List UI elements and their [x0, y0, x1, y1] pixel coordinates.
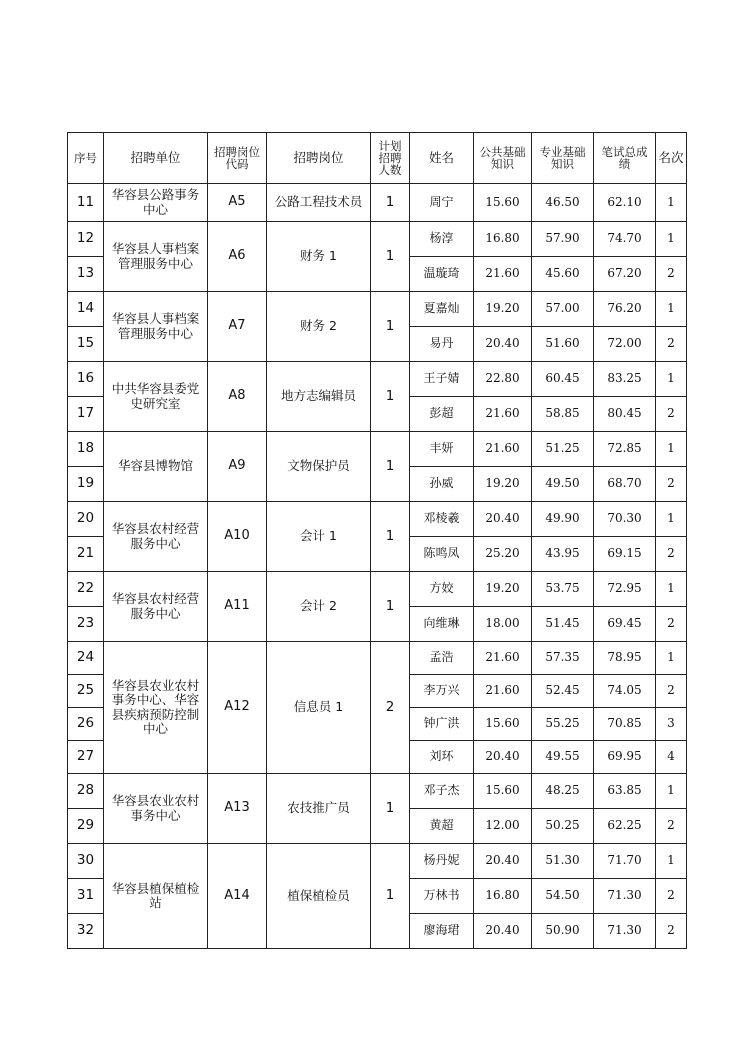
cell-total: 74.70 [594, 222, 656, 257]
cell-plan: 1 [371, 432, 410, 502]
cell-unit: 华容县农村经营服务中心 [104, 572, 208, 642]
cell-seq: 26 [68, 708, 104, 741]
cell-unit: 华容县人事档案管理服务中心 [104, 222, 208, 292]
cell-total: 76.20 [594, 292, 656, 327]
cell-total: 68.70 [594, 467, 656, 502]
cell-plan: 1 [371, 292, 410, 362]
cell-name: 孙威 [410, 467, 474, 502]
cell-rank: 2 [656, 914, 687, 949]
cell-public: 16.80 [474, 222, 532, 257]
cell-prof: 50.25 [532, 809, 594, 844]
cell-total: 71.70 [594, 844, 656, 879]
header-plan: 计划招聘人数 [371, 133, 410, 184]
cell-unit: 华容县农业农村事务中心、华容县疾病预防控制中心 [104, 642, 208, 774]
cell-prof: 46.50 [532, 184, 594, 222]
table-row [68, 844, 687, 879]
cell-total: 72.95 [594, 572, 656, 607]
header-code: 招聘岗位代码 [208, 133, 267, 184]
cell-total: 80.45 [594, 397, 656, 432]
cell-name: 邓子杰 [410, 774, 474, 809]
cell-rank: 2 [656, 607, 687, 642]
table-row [68, 222, 687, 257]
cell-name: 黄超 [410, 809, 474, 844]
cell-unit: 中共华容县委党史研究室 [104, 362, 208, 432]
cell-post: 地方志编辑员 [267, 362, 371, 432]
cell-name: 陈鸣凤 [410, 537, 474, 572]
cell-total: 62.10 [594, 184, 656, 222]
cell-prof: 49.50 [532, 467, 594, 502]
cell-prof: 51.60 [532, 327, 594, 362]
cell-seq: 27 [68, 741, 104, 774]
cell-name: 方姣 [410, 572, 474, 607]
cell-rank: 1 [656, 292, 687, 327]
header-total: 笔试总成绩 [594, 133, 656, 184]
cell-code: A7 [208, 292, 267, 362]
table-row [68, 432, 687, 467]
cell-name: 王子婧 [410, 362, 474, 397]
cell-public: 15.60 [474, 774, 532, 809]
cell-total: 71.30 [594, 879, 656, 914]
cell-unit: 华容县植保植检站 [104, 844, 208, 949]
cell-unit: 华容县公路事务中心 [104, 184, 208, 222]
cell-prof: 50.90 [532, 914, 594, 949]
cell-prof: 57.00 [532, 292, 594, 327]
cell-seq: 15 [68, 327, 104, 362]
cell-seq: 18 [68, 432, 104, 467]
header-rank: 名次 [656, 133, 687, 184]
cell-total: 70.85 [594, 708, 656, 741]
cell-prof: 51.25 [532, 432, 594, 467]
table-row [68, 774, 687, 809]
cell-public: 18.00 [474, 607, 532, 642]
cell-total: 69.45 [594, 607, 656, 642]
cell-name: 夏嘉灿 [410, 292, 474, 327]
cell-rank: 4 [656, 741, 687, 774]
header-post: 招聘岗位 [267, 133, 371, 184]
cell-prof: 49.55 [532, 741, 594, 774]
cell-seq: 32 [68, 914, 104, 949]
cell-plan: 1 [371, 844, 410, 949]
table-body [68, 184, 687, 949]
header-prof: 专业基础知识 [532, 133, 594, 184]
cell-seq: 29 [68, 809, 104, 844]
cell-name: 廖海珺 [410, 914, 474, 949]
cell-public: 15.60 [474, 708, 532, 741]
cell-unit: 华容县农业农村事务中心 [104, 774, 208, 844]
cell-prof: 57.35 [532, 642, 594, 675]
header-row [68, 133, 687, 184]
cell-public: 21.60 [474, 397, 532, 432]
cell-seq: 25 [68, 675, 104, 708]
cell-prof: 49.90 [532, 502, 594, 537]
cell-seq: 20 [68, 502, 104, 537]
cell-total: 78.95 [594, 642, 656, 675]
cell-public: 21.60 [474, 257, 532, 292]
cell-name: 周宁 [410, 184, 474, 222]
cell-rank: 2 [656, 809, 687, 844]
cell-post: 会计 2 [267, 572, 371, 642]
cell-seq: 23 [68, 607, 104, 642]
cell-public: 19.20 [474, 572, 532, 607]
cell-code: A14 [208, 844, 267, 949]
cell-public: 19.20 [474, 467, 532, 502]
cell-name: 杨淳 [410, 222, 474, 257]
cell-rank: 1 [656, 362, 687, 397]
cell-public: 20.40 [474, 914, 532, 949]
cell-public: 22.80 [474, 362, 532, 397]
cell-prof: 52.45 [532, 675, 594, 708]
cell-total: 69.95 [594, 741, 656, 774]
cell-public: 16.80 [474, 879, 532, 914]
cell-plan: 1 [371, 774, 410, 844]
cell-rank: 1 [656, 184, 687, 222]
cell-name: 易丹 [410, 327, 474, 362]
cell-public: 20.40 [474, 741, 532, 774]
cell-name: 彭超 [410, 397, 474, 432]
cell-name: 温璇琦 [410, 257, 474, 292]
cell-plan: 2 [371, 642, 410, 774]
cell-name: 刘环 [410, 741, 474, 774]
cell-public: 20.40 [474, 502, 532, 537]
table-row [68, 362, 687, 397]
cell-unit: 华容县博物馆 [104, 432, 208, 502]
cell-prof: 55.25 [532, 708, 594, 741]
cell-prof: 57.90 [532, 222, 594, 257]
cell-seq: 17 [68, 397, 104, 432]
table-row [68, 642, 687, 675]
cell-plan: 1 [371, 502, 410, 572]
cell-public: 20.40 [474, 327, 532, 362]
cell-total: 72.85 [594, 432, 656, 467]
cell-seq: 16 [68, 362, 104, 397]
cell-rank: 1 [656, 774, 687, 809]
cell-code: A10 [208, 502, 267, 572]
cell-plan: 1 [371, 362, 410, 432]
cell-code: A12 [208, 642, 267, 774]
cell-rank: 2 [656, 327, 687, 362]
cell-rank: 2 [656, 675, 687, 708]
cell-rank: 2 [656, 397, 687, 432]
cell-total: 69.15 [594, 537, 656, 572]
cell-rank: 2 [656, 257, 687, 292]
cell-rank: 1 [656, 222, 687, 257]
cell-rank: 2 [656, 467, 687, 502]
cell-post: 财务 2 [267, 292, 371, 362]
cell-prof: 48.25 [532, 774, 594, 809]
cell-plan: 1 [371, 572, 410, 642]
cell-rank: 1 [656, 502, 687, 537]
header-name: 姓名 [410, 133, 474, 184]
cell-seq: 30 [68, 844, 104, 879]
cell-rank: 1 [656, 432, 687, 467]
cell-name: 向维琳 [410, 607, 474, 642]
cell-post: 财务 1 [267, 222, 371, 292]
cell-seq: 31 [68, 879, 104, 914]
header-unit: 招聘单位 [104, 133, 208, 184]
cell-name: 钟广洪 [410, 708, 474, 741]
cell-seq: 13 [68, 257, 104, 292]
cell-total: 62.25 [594, 809, 656, 844]
cell-name: 孟浩 [410, 642, 474, 675]
cell-name: 杨丹妮 [410, 844, 474, 879]
table-row [68, 572, 687, 607]
cell-name: 丰妍 [410, 432, 474, 467]
cell-code: A11 [208, 572, 267, 642]
cell-prof: 60.45 [532, 362, 594, 397]
cell-total: 70.30 [594, 502, 656, 537]
cell-public: 20.40 [474, 844, 532, 879]
cell-name: 邓棱羲 [410, 502, 474, 537]
cell-seq: 19 [68, 467, 104, 502]
cell-code: A5 [208, 184, 267, 222]
cell-rank: 3 [656, 708, 687, 741]
cell-seq: 24 [68, 642, 104, 675]
results-table [67, 132, 687, 949]
cell-unit: 华容县农村经营服务中心 [104, 502, 208, 572]
cell-prof: 51.30 [532, 844, 594, 879]
cell-rank: 1 [656, 642, 687, 675]
cell-rank: 2 [656, 879, 687, 914]
cell-post: 会计 1 [267, 502, 371, 572]
cell-post: 文物保护员 [267, 432, 371, 502]
cell-post: 植保植检员 [267, 844, 371, 949]
cell-code: A6 [208, 222, 267, 292]
cell-total: 63.85 [594, 774, 656, 809]
cell-post: 公路工程技术员 [267, 184, 371, 222]
cell-public: 19.20 [474, 292, 532, 327]
cell-seq: 11 [68, 184, 104, 222]
cell-public: 21.60 [474, 675, 532, 708]
table-row [68, 184, 687, 222]
header-public: 公共基础知识 [474, 133, 532, 184]
cell-rank: 1 [656, 844, 687, 879]
cell-rank: 1 [656, 572, 687, 607]
header-seq: 序号 [68, 133, 104, 184]
cell-total: 72.00 [594, 327, 656, 362]
table-row [68, 502, 687, 537]
cell-public: 21.60 [474, 642, 532, 675]
cell-name: 李万兴 [410, 675, 474, 708]
cell-unit: 华容县人事档案管理服务中心 [104, 292, 208, 362]
cell-prof: 45.60 [532, 257, 594, 292]
cell-code: A13 [208, 774, 267, 844]
cell-public: 12.00 [474, 809, 532, 844]
cell-seq: 21 [68, 537, 104, 572]
cell-seq: 22 [68, 572, 104, 607]
cell-code: A8 [208, 362, 267, 432]
table-row [68, 292, 687, 327]
cell-total: 83.25 [594, 362, 656, 397]
cell-plan: 1 [371, 184, 410, 222]
cell-seq: 12 [68, 222, 104, 257]
cell-name: 万林书 [410, 879, 474, 914]
cell-prof: 58.85 [532, 397, 594, 432]
cell-seq: 28 [68, 774, 104, 809]
cell-code: A9 [208, 432, 267, 502]
cell-public: 21.60 [474, 432, 532, 467]
cell-total: 74.05 [594, 675, 656, 708]
cell-post: 农技推广员 [267, 774, 371, 844]
cell-plan: 1 [371, 222, 410, 292]
cell-total: 67.20 [594, 257, 656, 292]
cell-post: 信息员 1 [267, 642, 371, 774]
cell-seq: 14 [68, 292, 104, 327]
cell-rank: 2 [656, 537, 687, 572]
cell-prof: 54.50 [532, 879, 594, 914]
cell-prof: 51.45 [532, 607, 594, 642]
cell-public: 25.20 [474, 537, 532, 572]
cell-prof: 53.75 [532, 572, 594, 607]
cell-prof: 43.95 [532, 537, 594, 572]
cell-public: 15.60 [474, 184, 532, 222]
cell-total: 71.30 [594, 914, 656, 949]
